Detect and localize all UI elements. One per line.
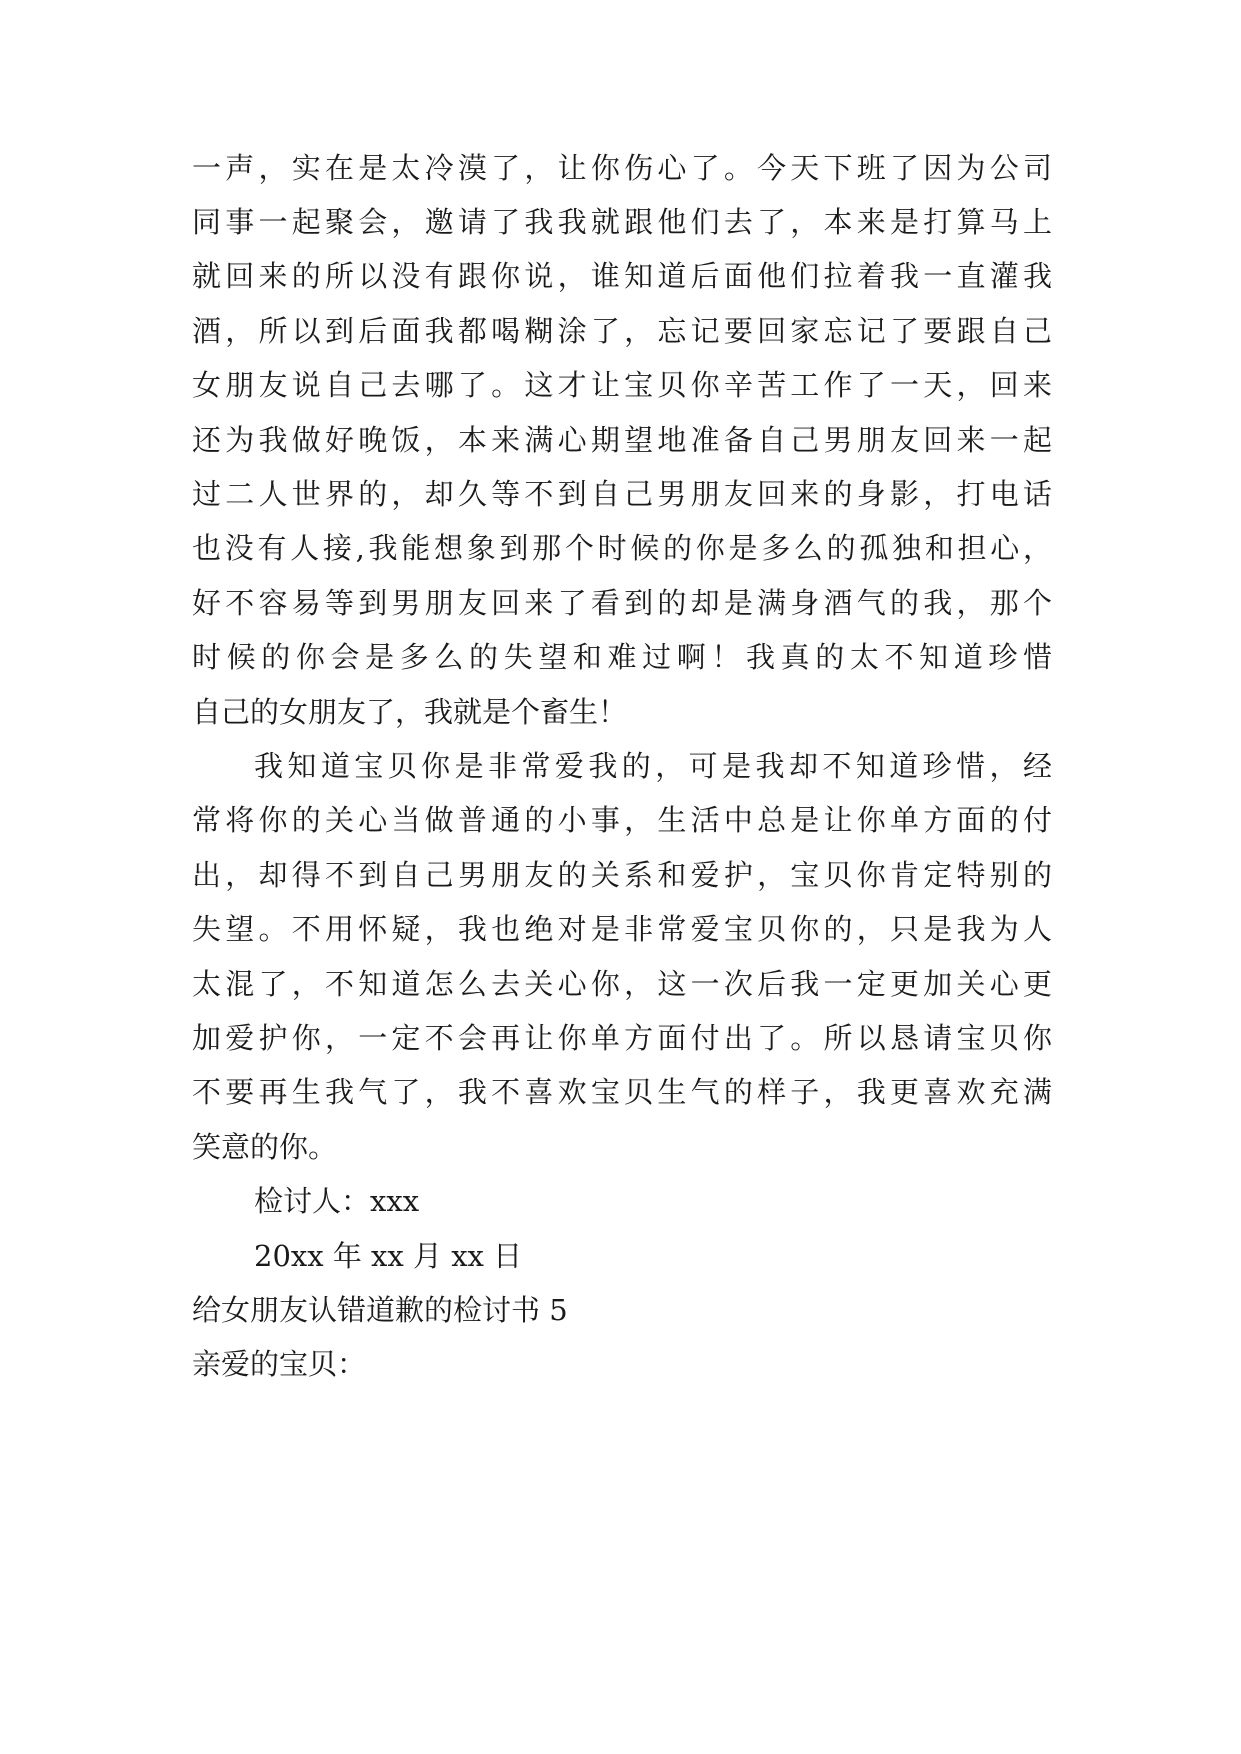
paragraph-2-line: 不要再生我气了，我不喜欢宝贝生气的样子，我更喜欢充满 [192, 1075, 1052, 1109]
paragraph-1-line: 同事一起聚会，邀请了我我就跟他们去了，本来是打算马上 [192, 205, 1052, 239]
salutation: 亲爱的宝贝： [192, 1347, 367, 1381]
paragraph-1-line: 女朋友说自己去哪了。这才让宝贝你辛苦工作了一天，回来 [192, 368, 1052, 402]
signature-author: 检讨人：xxx [254, 1184, 420, 1218]
paragraph-1-line: 自己的女朋友了，我就是个畜生！ [192, 695, 628, 729]
paragraph-2-line: 我知道宝贝你是非常爱我的，可是我却不知道珍惜，经 [254, 749, 1052, 783]
paragraph-2-line: 出，却得不到自己男朋友的关系和爱护，宝贝你肯定特别的 [192, 858, 1052, 892]
paragraph-2-line: 太混了，不知道怎么去关心你，这一次后我一定更加关心更 [192, 967, 1052, 1001]
signature-date: 20xx 年 xx 月 xx 日 [254, 1239, 523, 1273]
section-title: 给女朋友认错道歉的检讨书 5 [192, 1293, 568, 1327]
paragraph-1-line: 酒，所以到后面我都喝糊涂了，忘记要回家忘记了要跟自己 [192, 314, 1052, 348]
paragraph-1-line: 就回来的所以没有跟你说，谁知道后面他们拉着我一直灌我 [192, 259, 1052, 293]
paragraph-1-line: 还为我做好晚饭，本来满心期望地准备自己男朋友回来一起 [192, 423, 1052, 457]
paragraph-1-line: 好不容易等到男朋友回来了看到的却是满身酒气的我，那个 [192, 586, 1052, 620]
paragraph-1-line: 过二人世界的，却久等不到自己男朋友回来的身影，打电话 [192, 477, 1052, 511]
paragraph-1-line: 一声，实在是太冷漠了，让你伤心了。今天下班了因为公司 [192, 151, 1052, 185]
paragraph-1-line: 时候的你会是多么的失望和难过啊！我真的太不知道珍惜 [192, 640, 1052, 674]
paragraph-2-line: 常将你的关心当做普通的小事，生活中总是让你单方面的付 [192, 803, 1052, 837]
paragraph-1-line: 也没有人接,我能想象到那个时候的你是多么的孤独和担心， [192, 531, 1052, 565]
paragraph-2-line: 失望。不用怀疑，我也绝对是非常爱宝贝你的，只是我为人 [192, 912, 1052, 946]
paragraph-2-line: 笑意的你。 [192, 1130, 338, 1164]
paragraph-2-line: 加爱护你，一定不会再让你单方面付出了。所以恳请宝贝你 [192, 1021, 1052, 1055]
